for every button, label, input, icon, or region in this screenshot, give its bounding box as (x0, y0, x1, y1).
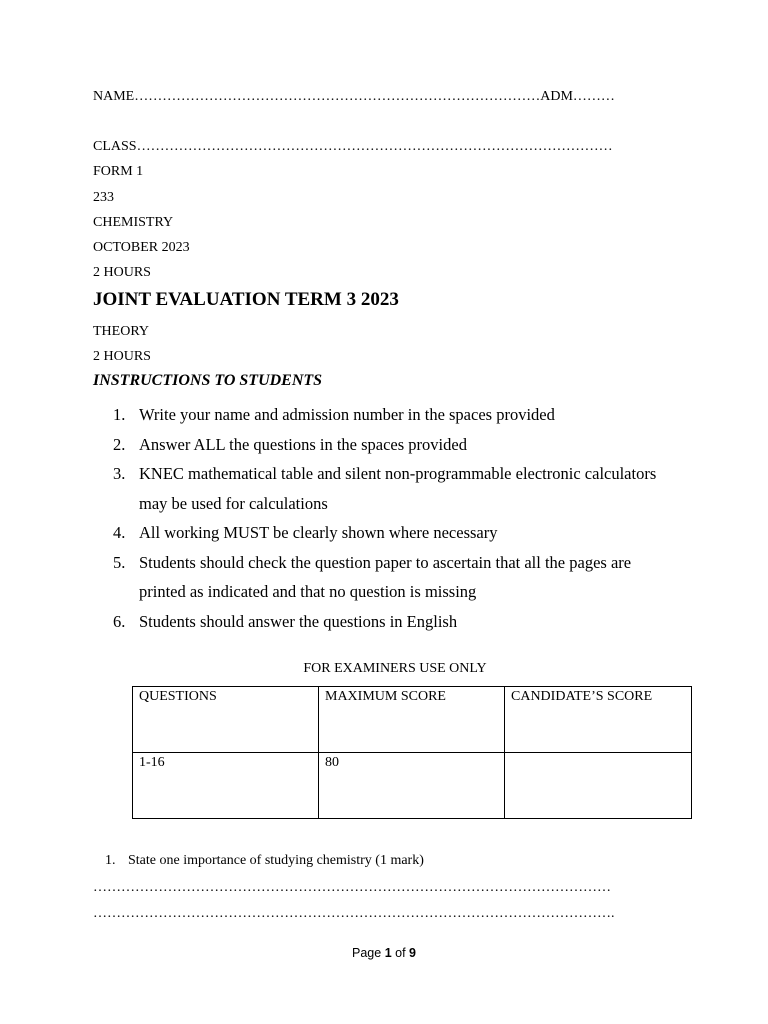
table-cell: 1-16 (133, 753, 319, 819)
exam-duration: 2 HOURS (93, 265, 151, 280)
instruction-number: 2. (113, 434, 126, 454)
exam-title: JOINT EVALUATION TERM 3 2023 (93, 289, 399, 310)
candidate-score-cell[interactable] (505, 753, 692, 819)
table-row (133, 753, 692, 819)
paper-code: 233 (93, 190, 114, 205)
page-total: 9 (409, 946, 416, 960)
examiners-use-label: FOR EXAMINERS USE ONLY (303, 661, 487, 676)
exam-date: OCTOBER 2023 (93, 240, 190, 255)
instruction-number: 3. (113, 464, 126, 483)
instruction-item (113, 607, 673, 637)
form-label: FORM 1 (93, 164, 144, 179)
instruction-text: Write your name and admission number in the spaces provided (139, 405, 555, 424)
instruction-text: Answer ALL the questions in the spaces provided (139, 434, 467, 454)
page-footer (0, 946, 768, 960)
instructions-heading: INSTRUCTIONS TO STUDENTS (93, 372, 323, 389)
table-header-cell: QUESTIONS (133, 687, 319, 753)
paper-type: THEORY (93, 324, 149, 339)
instruction-number: 1. (113, 405, 126, 424)
name-adm-line: NAME……………………………………………………………………………ADM……… (93, 89, 615, 104)
instruction-item (113, 400, 673, 430)
paper-duration: 2 HOURS (93, 349, 151, 364)
instruction-item (113, 548, 673, 607)
question-1 (105, 853, 424, 869)
answer-line[interactable]: …………………………………………………………………………………………………. (93, 906, 615, 921)
instruction-number: 6. (113, 611, 126, 631)
instruction-item (113, 518, 673, 548)
table-header-cell: CANDIDATE’S SCORE (505, 687, 692, 753)
table-header-row (133, 687, 692, 753)
question-text: State one importance of studying chemistry (1 mark) (128, 853, 424, 868)
instruction-number: 5. (113, 552, 126, 572)
question-number: 1. (105, 853, 116, 868)
table-header-cell: MAXIMUM SCORE (319, 687, 505, 753)
instruction-text: Students should answer the questions in English (139, 611, 458, 631)
instruction-item (113, 430, 673, 460)
instruction-text: KNEC mathematical table and silent non-programmable electronic calculators may be used for calculations (139, 464, 657, 513)
page-word: Page (352, 946, 382, 960)
page-current: 1 (384, 946, 392, 960)
examiner-score-table (132, 686, 692, 819)
class-line: CLASS………………………………………………………………………………………… (93, 139, 613, 154)
instruction-text: All working MUST be clearly shown where necessary (139, 523, 498, 542)
instructions-list (113, 400, 673, 636)
answer-line[interactable]: ………………………………………………………………………………………………… (93, 880, 611, 895)
subject-label: CHEMISTRY (93, 215, 174, 230)
table-cell: 80 (319, 753, 505, 819)
instruction-number: 4. (113, 523, 126, 542)
instruction-text: Students should check the question paper to ascertain that all the pages are printed as indicated and that no question is missing (139, 552, 632, 601)
of-word: of (395, 946, 406, 960)
instruction-item (113, 459, 673, 518)
